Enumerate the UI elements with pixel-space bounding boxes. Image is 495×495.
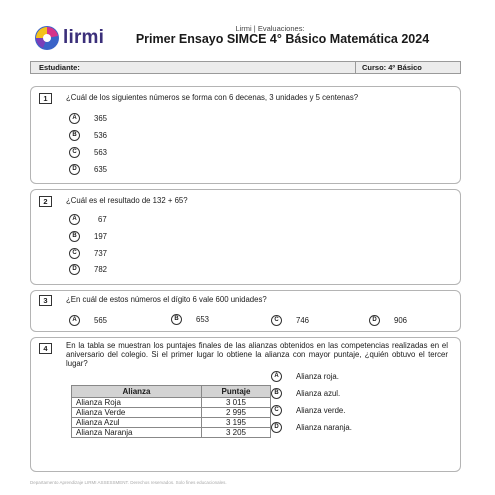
option-letter: C [271, 405, 282, 416]
page-footer: Departamento Aprendizaje LIRMI ASSESSMENT. Derechos reservados. Solo fines educacionales. [30, 480, 227, 485]
option-letter: C [271, 315, 282, 326]
scores-table [71, 385, 271, 438]
option-c[interactable] [69, 248, 107, 259]
option-value: 906 [394, 316, 408, 325]
table-cell-puntaje: 3 015 [202, 398, 271, 408]
question-text: ¿Cuál de los siguientes números se forma con 6 decenas, 3 unidades y 5 centenas? [66, 93, 359, 102]
option-b[interactable] [69, 231, 107, 242]
table-cell-puntaje: 3 205 [202, 428, 271, 438]
option-value: 565 [94, 316, 108, 325]
option-letter: D [369, 315, 380, 326]
page-title: Primer Ensayo SIMCE 4° Básico Matemática 2024 [135, 32, 430, 46]
option-d[interactable] [369, 315, 407, 326]
option-letter: C [69, 248, 80, 259]
option-b[interactable] [171, 314, 209, 325]
question-text: ¿Cuál es el resultado de 132 + 65? [66, 196, 188, 205]
option-value: 746 [296, 316, 310, 325]
option-c[interactable] [69, 147, 107, 158]
question-4 [30, 337, 461, 472]
option-value: Alianza azul. [296, 389, 341, 398]
option-value: 653 [196, 315, 210, 324]
table-cell-alianza: Alianza Naranja [72, 428, 202, 438]
question-1 [30, 86, 461, 184]
page-subtitle: Lirmi | Evaluaciones: [235, 24, 305, 33]
option-letter: A [69, 113, 80, 124]
table-cell-puntaje: 3 195 [202, 418, 271, 428]
option-value: Alianza verde. [296, 406, 346, 415]
table-cell-alianza: Alianza Roja [72, 398, 202, 408]
option-c[interactable] [271, 405, 345, 416]
question-2 [30, 189, 461, 285]
option-value: Alianza naranja. [296, 423, 352, 432]
table-header-puntaje: Puntaje [202, 386, 271, 398]
table-cell-puntaje: 2 995 [202, 408, 271, 418]
question-number: 1 [39, 93, 52, 104]
question-text: ¿En cuál de estos números el dígito 6 vale 600 unidades? [66, 295, 267, 304]
table-cell-alianza: Alianza Verde [72, 408, 202, 418]
option-value: 635 [94, 165, 108, 174]
student-info-row [30, 61, 461, 74]
option-value: 563 [94, 148, 108, 157]
option-c[interactable] [271, 315, 309, 326]
student-name-field[interactable]: Estudiante: [31, 62, 356, 73]
option-a[interactable] [69, 113, 107, 124]
option-d[interactable] [271, 422, 352, 433]
option-letter: B [69, 231, 80, 242]
table-row [72, 398, 271, 408]
option-letter: B [69, 130, 80, 141]
option-letter: A [69, 214, 80, 225]
option-value: 197 [94, 232, 108, 241]
option-letter: B [271, 388, 282, 399]
question-text: En la tabla se muestran los puntajes finales de las alianzas obtenidos en las competencias realizadas en el aniversario del colegio. Si el primer lugar lo obtiene la alianza con mayor puntaje, ¿quién obtuvo el tercer lugar? [66, 341, 448, 368]
option-letter: D [271, 422, 282, 433]
table-row [72, 428, 271, 438]
option-a[interactable] [69, 214, 107, 225]
option-b[interactable] [271, 388, 340, 399]
option-d[interactable] [69, 264, 107, 275]
table-header-row [72, 386, 271, 398]
option-value: Alianza roja. [296, 372, 339, 381]
option-letter: D [69, 164, 80, 175]
option-letter: A [69, 315, 80, 326]
table-cell-alianza: Alianza Azul [72, 418, 202, 428]
question-number: 2 [39, 196, 52, 207]
logo-text: lirmi [63, 27, 105, 48]
option-a[interactable] [69, 315, 107, 326]
option-letter: D [69, 264, 80, 275]
option-letter: A [271, 371, 282, 382]
course-field: Curso: 4º Básico [362, 63, 422, 72]
option-value: 737 [94, 249, 108, 258]
question-number: 3 [39, 295, 52, 306]
option-letter: C [69, 147, 80, 158]
option-value: 365 [94, 114, 108, 123]
option-letter: B [171, 314, 182, 325]
option-value: 67 [98, 215, 107, 224]
option-a[interactable] [271, 371, 339, 382]
table-header-alianza: Alianza [72, 386, 202, 398]
option-value: 536 [94, 131, 108, 140]
table-row [72, 418, 271, 428]
option-value: 782 [94, 265, 108, 274]
question-number: 4 [39, 343, 52, 354]
table-row [72, 408, 271, 418]
option-b[interactable] [69, 130, 107, 141]
question-3 [30, 290, 461, 332]
option-d[interactable] [69, 164, 107, 175]
